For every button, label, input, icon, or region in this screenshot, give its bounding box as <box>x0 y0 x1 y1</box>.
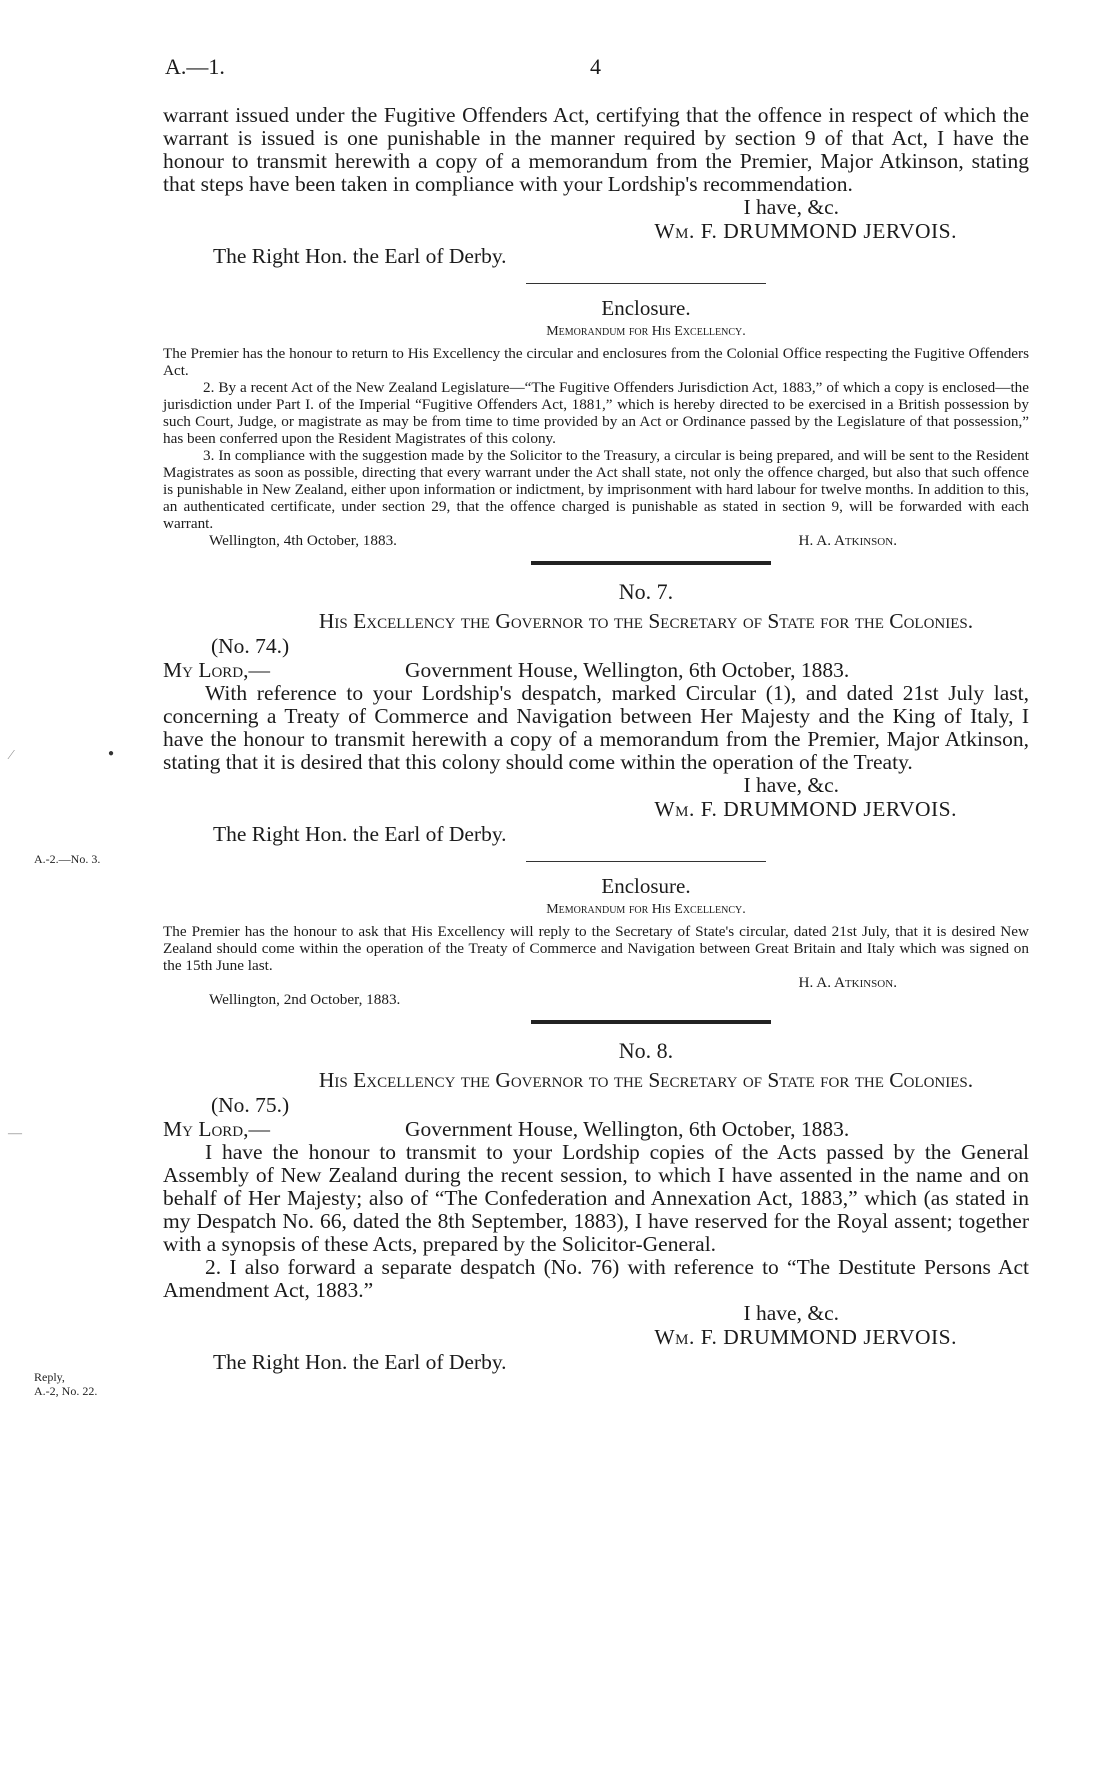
letter-paragraph: warrant issued under the Fugitive Offenders Act, certifying that the offence in respect of which the warrant is issued is one punishable in the manner required by section 9 of that Act, I have the honour to transmit herewith a copy of a memorandum from the Premier, Major Atkinson, stating that steps have been taken in compliance with your Lordship's recommendation. <box>163 103 1029 196</box>
despatch-salutation-line <box>163 1117 1029 1141</box>
memo-paragraph: The Premier has the honour to return to His Excellency the circular and enclosures from the Colonial Office respecting the Fugitive Offenders Act. <box>163 345 1029 379</box>
memo-paragraph: 3. In compliance with the suggestion made by the Solicitor to the Treasury, a circular is being prepared, and will be sent to the Resident Magistrates as soon as possible, directing that every warrant under the Act shall state, not only the offence charged, but also that such offence is punishable in New Zealand, either upon information or indictment, by imprisonment with hard labour for twelve months. In addition to this, an authenticated certificate, under section 29, that the offence charged is punishable as stated in section 9, will be forwarded with each warrant. <box>163 447 1029 532</box>
despatch-no8 <box>163 1038 1029 1375</box>
memo-paragraph: 2. By a recent Act of the New Zealand Legislature—“The Fugitive Offenders Jurisdiction Act, 1883,” of which a copy is enclosed—the jurisdiction under Part I. of the Imperial “Fugitive Offenders Act, 1881,” which is hereby directed to be exercised in a British possession by such Court, Judge, or magistrate as may be from time to time provided by an Act or Ordinance passed by the Legislature of that possession,” has been conferred upon the Resident Magistrates of this colony. <box>163 379 1029 447</box>
despatch-closing: I have, &c. <box>743 773 839 797</box>
section-divider-thick <box>531 561 771 565</box>
letter-continued <box>163 104 1029 269</box>
salutation: My Lord,— <box>163 1117 271 1141</box>
despatch-number: No. 7. <box>618 579 674 604</box>
marginal-reference-no7: A.-2.—No. 3. <box>34 852 101 866</box>
page-header <box>165 54 1025 84</box>
memo-place-date: Wellington, 2nd October, 1883. <box>209 991 401 1008</box>
memo-signer: H. A. Atkinson. <box>798 532 897 549</box>
memo-signer: H. A. Atkinson. <box>798 974 897 991</box>
despatch-body: With reference to your Lordship's despatch, marked Circular (1), and dated 21st July last, concerning a Treaty of Commerce and Navigation between Her Majesty and the King of Italy, I have the honour to transmit herewith a copy of a memorandum from the Premier, Major Atkinson, stating that it is desired that this colony should come within the operation of the Treaty. <box>163 681 1029 774</box>
page-number: 4 <box>590 54 601 79</box>
document-body <box>163 104 1029 1375</box>
enclosure-title: Enclosure. <box>601 874 691 898</box>
despatch-no: (No. 75.) <box>211 1093 290 1117</box>
despatch-signature: Wm. F. DRUMMOND JERVOIS. <box>654 1325 957 1349</box>
memo-title: Memorandum for His Excellency. <box>546 902 746 917</box>
despatch-addressee: The Right Hon. the Earl of Derby. <box>213 1350 507 1374</box>
despatch-salutation-line <box>163 658 1029 682</box>
memo-footer <box>163 532 1029 549</box>
scan-dash: — <box>8 1126 22 1141</box>
document-reference: A.—1. <box>165 54 225 79</box>
section-divider-thick <box>531 1020 771 1024</box>
despatch-from-to: His Excellency the Governor to the Secretary of State for the Colonies. <box>318 1068 974 1092</box>
memo-paragraph: The Premier has the honour to ask that His Excellency will reply to the Secretary of State's circular, dated 21st July, that it is desired New Zealand should come within the operation of the Treaty of Commerce and Navigation between Great Britain and Italy which was signed on the 15th June last. <box>163 923 1029 974</box>
despatch-signature: Wm. F. DRUMMOND JERVOIS. <box>654 797 957 821</box>
salutation: My Lord,— <box>163 658 271 682</box>
enclosure-section-2 <box>163 874 1029 1008</box>
despatch-no7 <box>163 579 1029 847</box>
marginal-reference-no8: A.-2, No. 22. <box>34 1384 98 1398</box>
scan-mark: ⁄ <box>10 748 13 763</box>
memo-title: Memorandum for His Excellency. <box>546 324 746 339</box>
despatch-number: No. 8. <box>618 1038 674 1063</box>
letter-addressee: The Right Hon. the Earl of Derby. <box>213 244 507 268</box>
despatch-body: I have the honour to transmit to your Lordship copies of the Acts passed by the General Assembly of New Zealand during the recent session, to which I have assented in the name and on behalf of Her Majesty; also of “The Confederation and Annexation Act, 1883,” which (as stated in my Despatch No. 66, dated the 8th September, 1883), I have reserved for the Royal assent; together with a synopsis of these Acts, prepared by the Solicitor-General. <box>163 1140 1029 1256</box>
address-date: Government House, Wellington, 6th October, 1883. <box>405 658 850 682</box>
despatch-addressee: The Right Hon. the Earl of Derby. <box>213 822 507 846</box>
scan-dot: ● <box>108 748 115 759</box>
marginal-reply-label: Reply, <box>34 1370 65 1384</box>
section-divider <box>526 283 766 284</box>
letter-closing: I have, &c. <box>743 195 839 219</box>
memo-footer <box>163 974 1029 991</box>
despatch-from-to: His Excellency the Governor to the Secretary of State for the Colonies. <box>318 609 974 633</box>
despatch-body: 2. I also forward a separate despatch (No. 76) with reference to “The Destitute Persons Act Amendment Act, 1883.” <box>163 1255 1029 1302</box>
memo-footer-place <box>163 991 1029 1008</box>
memo-place-date: Wellington, 4th October, 1883. <box>209 532 397 549</box>
section-divider <box>526 861 766 862</box>
despatch-closing: I have, &c. <box>743 1301 839 1325</box>
address-date: Government House, Wellington, 6th October, 1883. <box>405 1117 850 1141</box>
enclosure-section-1 <box>163 296 1029 549</box>
enclosure-title: Enclosure. <box>601 296 691 320</box>
letter-signature: Wm. F. DRUMMOND JERVOIS. <box>654 219 957 243</box>
despatch-no: (No. 74.) <box>211 634 290 658</box>
